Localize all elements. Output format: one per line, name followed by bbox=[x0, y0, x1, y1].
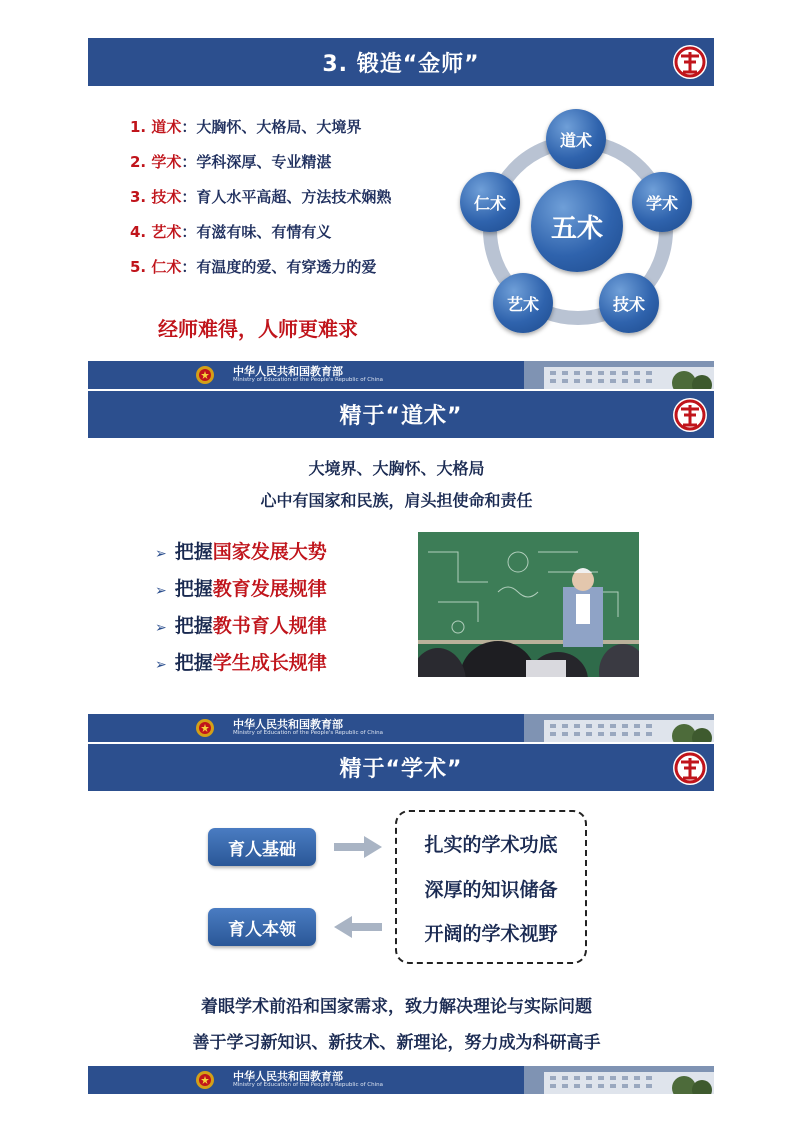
slide2-title: 精于“道术” bbox=[339, 404, 463, 429]
slide3-title: 精于“学术” bbox=[339, 757, 463, 782]
slogan: 经师难得，人师更难求 bbox=[158, 317, 358, 341]
diagram-center: 五术 bbox=[531, 180, 623, 272]
list-item: 2. 学术：学科深厚、专业精湛 bbox=[130, 153, 332, 171]
box-line: 深厚的知识储备 bbox=[424, 879, 558, 901]
list-item: ➢ 把握教育发展规律 bbox=[155, 578, 327, 600]
slide3-bottom-line1: 着眼学术前沿和国家需求，致力解决理论与实际问题 bbox=[201, 997, 592, 1017]
academic-qualities-box bbox=[395, 810, 587, 964]
diagram-node: 技术 bbox=[599, 273, 659, 333]
arrow-icon: ➢ bbox=[155, 546, 167, 562]
diagram-node: 仁术 bbox=[460, 172, 520, 232]
slide1-header bbox=[88, 38, 714, 86]
arrow-icon: ➢ bbox=[155, 583, 167, 599]
list-item: 4. 艺术：有滋有味、有情有义 bbox=[130, 223, 332, 241]
national-emblem-icon bbox=[195, 718, 215, 738]
list-item: 1. 道术：大胸怀、大格局、大境界 bbox=[130, 118, 362, 136]
list-item: 3. 技术：育人水平高超、方法技术娴熟 bbox=[130, 188, 392, 206]
ministry-name-en: Ministry of Education of the People's Republic of China bbox=[233, 1082, 383, 1088]
ministry-footer bbox=[88, 361, 714, 389]
ministry-name-cn: 中华人民共和国教育部 bbox=[233, 365, 343, 378]
ministry-name-cn: 中华人民共和国教育部 bbox=[233, 1070, 343, 1083]
list-item: ➢ 把握教书育人规律 bbox=[155, 615, 327, 637]
building-image bbox=[524, 1066, 714, 1094]
ministry-name-en: Ministry of Education of the People's Republic of China bbox=[233, 730, 383, 736]
ministry-name-cn: 中华人民共和国教育部 bbox=[233, 718, 343, 731]
diagram-node: 艺术 bbox=[493, 273, 553, 333]
foundation-pill: 育人基础 bbox=[208, 828, 316, 866]
slide1-title: 3. 锻造“金师” bbox=[322, 51, 480, 77]
ministry-footer bbox=[88, 714, 714, 742]
slide3-header bbox=[88, 744, 714, 791]
left-arrow-icon bbox=[334, 916, 382, 938]
slide2-line1: 大境界、大胸怀、大格局 bbox=[308, 459, 485, 478]
arrow-icon: ➢ bbox=[155, 620, 167, 636]
ministry-name-en: Ministry of Education of the People's Republic of China bbox=[233, 377, 383, 383]
box-line: 扎实的学术功底 bbox=[424, 834, 558, 856]
building-image bbox=[524, 361, 714, 389]
arrow-icon: ➢ bbox=[155, 657, 167, 673]
school-logo-icon bbox=[672, 44, 708, 80]
list-item: ➢ 把握学生成长规律 bbox=[155, 652, 327, 674]
school-logo-icon bbox=[672, 750, 708, 786]
slide3-bottom-line2: 善于学习新知识、新技术、新理论，努力成为科研高手 bbox=[192, 1033, 601, 1053]
diagram-node: 道术 bbox=[546, 109, 606, 169]
building-image bbox=[524, 714, 714, 742]
slide2-header bbox=[88, 391, 714, 438]
slide2-line2: 心中有国家和民族，肩头担使命和责任 bbox=[260, 491, 533, 510]
classroom-photo bbox=[418, 532, 639, 677]
right-arrow-icon bbox=[334, 836, 382, 858]
diagram-node: 学术 bbox=[632, 172, 692, 232]
ability-pill: 育人本领 bbox=[208, 908, 316, 946]
ministry-footer bbox=[88, 1066, 714, 1094]
national-emblem-icon bbox=[195, 1070, 215, 1090]
school-logo-icon bbox=[672, 397, 708, 433]
list-item: ➢ 把握国家发展大势 bbox=[155, 541, 327, 563]
list-item: 5. 仁术：有温度的爱、有穿透力的爱 bbox=[130, 258, 377, 276]
national-emblem-icon bbox=[195, 365, 215, 385]
box-line: 开阔的学术视野 bbox=[424, 923, 558, 945]
